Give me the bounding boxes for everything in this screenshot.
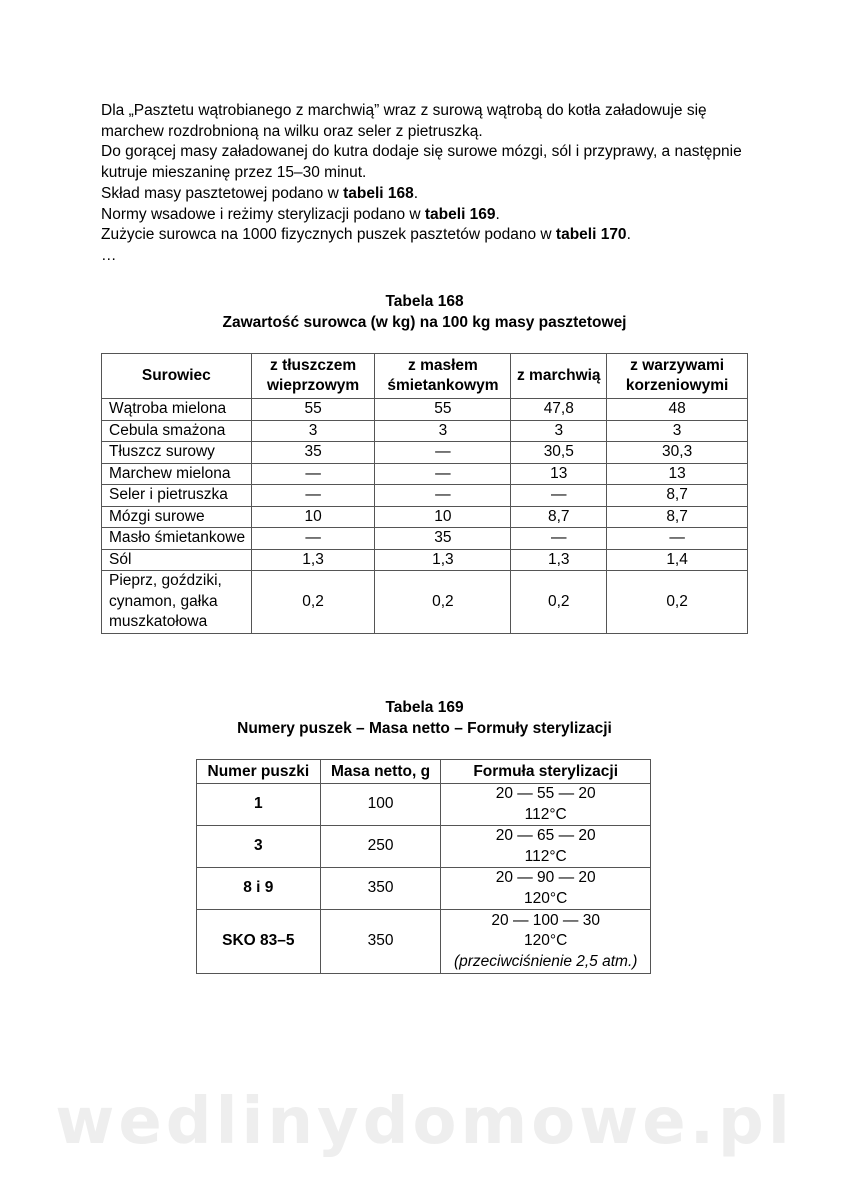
table-cell: — — [375, 442, 511, 464]
table-cell: 1,3 — [251, 549, 375, 571]
table-row — [197, 910, 651, 974]
table-cell: — — [251, 485, 375, 507]
table-cell: 30,5 — [511, 442, 607, 464]
table-cell: 350 — [320, 910, 441, 974]
table-cell — [441, 784, 651, 826]
table-cell: 13 — [607, 463, 748, 485]
table-cell: 3 — [251, 420, 375, 442]
intro-paragraph-1: Dla „Pasztetu wątrobianego z marchwią” wraz z surową wątrobą do kotła załadowuje się marchew rozdrobnioną na wilku oraz seler z pietruszką. — [101, 102, 707, 140]
formula-temperature: 120°C — [524, 889, 568, 907]
table-169-caption — [0, 697, 849, 739]
table-cell: 1,3 — [511, 549, 607, 571]
table-cell: 0,2 — [251, 571, 375, 634]
intro-ellipsis: … — [101, 246, 117, 264]
intro-paragraph-5 — [101, 225, 761, 246]
table-cell: 47,8 — [511, 399, 607, 421]
table-cell: — — [511, 485, 607, 507]
p5-table-ref: tabeli 170 — [555, 226, 627, 244]
intro-paragraph-3 — [101, 184, 761, 205]
intro-paragraph-4 — [101, 205, 761, 226]
p3-table-ref: tabeli 168 — [343, 184, 414, 202]
table-cell: Mózgi surowe — [102, 506, 252, 528]
table-row — [197, 784, 651, 826]
table-cell: 8,7 — [511, 506, 607, 528]
table-cell: 13 — [511, 463, 607, 485]
header-cell: Surowiec — [102, 354, 252, 399]
table-cell: Masło śmietankowe — [102, 528, 252, 550]
table-cell: Seler i pietruszka — [102, 485, 252, 507]
table-row — [102, 549, 748, 571]
table-cell: 1,4 — [607, 549, 748, 571]
table-cell: SKO 83–5 — [197, 910, 321, 974]
intro-text — [101, 101, 761, 267]
table-row — [102, 442, 748, 464]
table-row — [102, 420, 748, 442]
table-cell: 8,7 — [607, 506, 748, 528]
table-row — [102, 485, 748, 507]
p4-table-ref: tabeli 169 — [424, 205, 496, 223]
watermark: wedlinydomowe.pl — [55, 1085, 794, 1159]
p4-text: Normy wsadowe i reżimy sterylizacji podano w — [101, 205, 425, 223]
header-cell: z masłem śmietankowym — [375, 354, 511, 399]
table-row — [197, 868, 651, 910]
table-cell: 8,7 — [607, 485, 748, 507]
table-169-title: Tabela 169 — [385, 699, 464, 716]
table-168-title: Tabela 168 — [385, 293, 464, 310]
table-row — [102, 463, 748, 485]
table-cell: Wątroba mielona — [102, 399, 252, 421]
header-cell: Formuła sterylizacji — [441, 760, 651, 784]
table-cell: 3 — [511, 420, 607, 442]
header-cell: Numer puszki — [197, 760, 321, 784]
table-cell: 0,2 — [607, 571, 748, 634]
table-cell: Tłuszcz surowy — [102, 442, 252, 464]
formula-temperature: 120°C — [524, 932, 568, 950]
table-cell: 10 — [375, 506, 511, 528]
table-cell: 1 — [197, 784, 321, 826]
p3-text: Skład masy pasztetowej podano w — [101, 184, 344, 202]
table-row — [102, 571, 748, 634]
table-cell — [441, 868, 651, 910]
table-cell: — — [375, 485, 511, 507]
table-cell: 10 — [251, 506, 375, 528]
table-cell: Pieprz, goździki, cynamon, gałka muszkatołowa — [102, 571, 252, 634]
table-168 — [101, 353, 748, 634]
formula-temperature: 112°C — [524, 805, 567, 823]
table-cell: Marchew mielona — [102, 463, 252, 485]
table-168-subtitle: Zawartość surowca (w kg) na 100 kg masy pasztetowej — [222, 314, 627, 331]
header-cell: z tłuszczem wieprzowym — [251, 354, 375, 399]
table-cell — [441, 826, 651, 868]
intro-paragraph-2: Do gorącej masy załadowanej do kutra dodaje się surowe mózgi, sól i przyprawy, a następnie kutruje mieszaninę przez 15–30 minut. — [101, 143, 742, 182]
table-cell: Cebula smażona — [102, 420, 252, 442]
p4-period: . — [495, 205, 500, 223]
table-cell: 350 — [320, 868, 441, 910]
p3-period: . — [413, 184, 419, 202]
table-cell: — — [607, 528, 748, 550]
table-cell: 3 — [375, 420, 511, 442]
table-cell: — — [511, 528, 607, 550]
table-cell: 0,2 — [511, 571, 607, 634]
table-168-caption — [0, 291, 849, 333]
table-cell: 55 — [251, 399, 375, 421]
header-cell: Masa netto, g — [320, 760, 441, 784]
table-cell: 55 — [375, 399, 511, 421]
formula-text: 20 — 90 — 20 — [495, 869, 596, 886]
table-cell: — — [251, 528, 375, 550]
formula-text: 20 — 55 — 20 — [495, 785, 596, 802]
p5-period: . — [626, 226, 631, 244]
table-cell: — — [251, 463, 375, 485]
table-cell: 1,3 — [375, 549, 511, 571]
formula-text: 20 — 65 — 20 — [495, 827, 596, 844]
formula-temperature: 112°C — [524, 847, 567, 865]
table-cell: 100 — [320, 784, 441, 826]
table-row — [102, 528, 748, 550]
table-cell: — — [375, 463, 511, 485]
formula-note: (przeciwciśnienie 2,5 atm.) — [453, 952, 638, 970]
table-169-subtitle: Numery puszek – Masa netto – Formuły sterylizacji — [237, 720, 612, 737]
table-168-header-row — [102, 354, 748, 399]
table-cell: 0,2 — [375, 571, 511, 634]
table-cell: 48 — [607, 399, 748, 421]
table-cell: 30,3 — [607, 442, 748, 464]
header-cell: z warzywami korzeniowymi — [607, 354, 748, 399]
table-169-header-row — [197, 760, 651, 784]
table-row — [102, 399, 748, 421]
table-row — [197, 826, 651, 868]
table-169 — [196, 759, 651, 974]
header-cell: z marchwią — [511, 354, 607, 399]
table-cell: 35 — [251, 442, 375, 464]
table-cell: 35 — [375, 528, 511, 550]
table-cell — [441, 910, 651, 974]
table-cell: 8 i 9 — [197, 868, 321, 910]
table-row — [102, 506, 748, 528]
formula-text: 20 — 100 — 30 — [491, 911, 600, 929]
table-cell: 3 — [197, 826, 321, 868]
table-cell: Sól — [102, 549, 252, 571]
table-cell: 250 — [320, 826, 441, 868]
p5-text: Zużycie surowca na 1000 fizycznych puszek pasztetów podano w — [101, 226, 556, 244]
table-cell: 3 — [607, 420, 748, 442]
